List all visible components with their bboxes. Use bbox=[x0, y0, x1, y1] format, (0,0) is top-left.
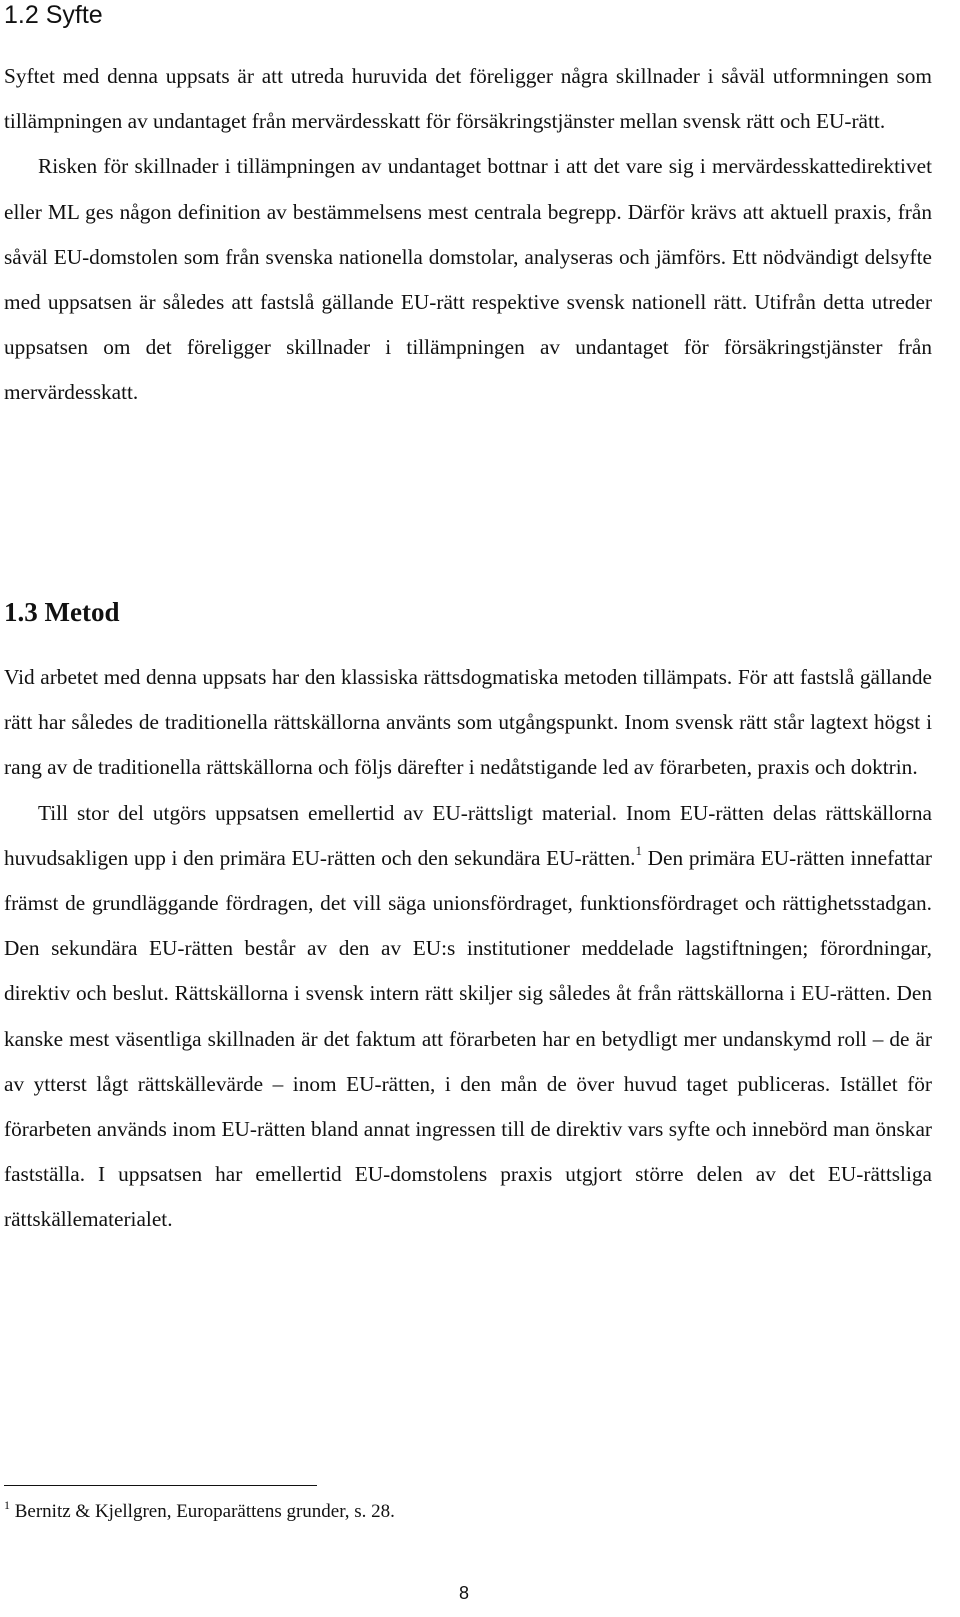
section-body-metod bbox=[4, 655, 932, 1243]
section-heading-syfte: 1.2 Syfte bbox=[4, 1, 103, 29]
paragraph-text: Till stor del utgörs uppsatsen emellertid av EU-rättsligt material. Inom EU-rätten delas rättskällorna huvudsakligen upp i den primära EU-rätten och den sekundära EU-rätten. bbox=[4, 800, 932, 870]
section-heading-metod: 1.3 Metod bbox=[4, 597, 120, 627]
footnote-ref[interactable]: 1 bbox=[635, 842, 642, 858]
paragraph-text: Den primära EU-rätten innefattar främst de grundläggande fördragen, det vill säga unionsfördraget, funktionsfördraget och rättighetsstadgan. Den sekundära EU-rätten består av den av EU:s institutioner meddelade lagstiftningen; förordningar, direktiv och beslut. Rättskällorna i svensk intern rätt skiljer sig således åt från rättskällorna i EU-rätten. Den kanske mest väsentliga skillnaden är det faktum att förarbeten har en betydligt mer undanskymd roll – de är av ytterst lågt rättskällevärde – inom EU-rätten, i den mån de över huvud taget publiceras. Istället för förarbeten används inom EU-rätten bland annat ingressen till de direktiv vars syfte och innebörd man önskar fastställa. I uppsatsen har emellertid EU-domstolens praxis utgjort större delen av det EU-rättsliga rättskällematerialet. bbox=[4, 845, 932, 1232]
footnote bbox=[4, 1500, 395, 1524]
footnote-text: Bernitz & Kjellgren, Europarättens grunder, s. 28. bbox=[10, 1501, 395, 1522]
paragraph: Risken för skillnader i tillämpningen av undantaget bottnar i att det vare sig i mervärdesskattedirektivet eller ML ges någon definition av bestämmelsens mest centrala begrepp. Därför krävs att aktuell praxis, från såväl EU-domstolen som från svenska nationella domstolar, analyseras och jämförs. Ett nödvändigt delsyfte med uppsatsen är således att fastslå gällande EU-rätt respektive svensk nationell rätt. Utifrån detta utreder uppsatsen om det föreligger skillnader i tillämpningen av undantaget för försäkringstjänster från mervärdesskatt. bbox=[4, 154, 932, 405]
footnote-divider bbox=[4, 1485, 317, 1486]
section-body-syfte bbox=[4, 54, 932, 416]
paragraph: Syftet med denna uppsats är att utreda huruvida det föreligger några skillnader i såväl utformningen som tillämpningen av undantaget från mervärdesskatt för försäkringstjänster mellan svensk rätt och EU-rätt. bbox=[4, 64, 932, 134]
paragraph: Vid arbetet med denna uppsats har den klassiska rättsdogmatiska metoden tillämpats. För att fastslå gällande rätt har således de traditionella rättskällorna använts som utgångspunkt. Inom svensk rätt står lagtext högst i rang av de traditionella rättskällorna och följs därefter i nedåtstigande led av förarbeten, praxis och doktrin. bbox=[4, 665, 932, 780]
footnote-number: 1 bbox=[4, 1498, 10, 1512]
page-number: 8 bbox=[458, 1583, 469, 1603]
paragraph bbox=[4, 791, 932, 1243]
